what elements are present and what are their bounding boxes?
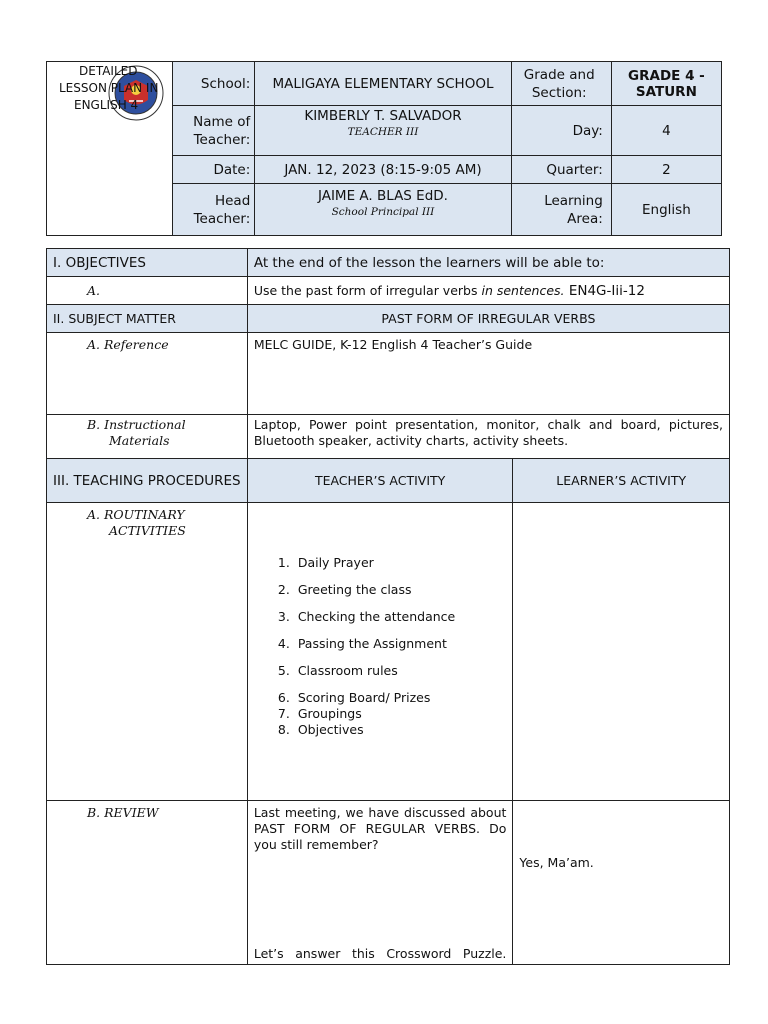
date-label: Date: [173, 156, 255, 184]
review-teacher-text-2: Let’s answer this Crossword Puzzle. [253, 946, 507, 961]
teacher-label: Name of Teacher: [173, 106, 255, 156]
objective-a-italic: in sentences. [481, 282, 565, 298]
list-item: 6. Scoring Board/ Prizes [294, 690, 513, 706]
head-name: JAIME A. BLAS EdD. [317, 188, 448, 204]
quarter-label: Quarter: [511, 156, 611, 184]
objective-a-text [247, 277, 729, 305]
materials-value: Laptop, Power point presentation, monitor, chalk and board, pictures, Bluetooth speaker, activity charts, activity sheets. [247, 415, 729, 459]
teacher-name: KIMBERLY T. SALVADOR [304, 108, 462, 124]
teacher-title: TEACHER III [347, 126, 419, 138]
quarter-value: 2 [611, 156, 721, 184]
subject-matter-heading: II. SUBJECT MATTER [47, 305, 248, 333]
logo-cell [47, 62, 173, 236]
learner-activity-heading: LEARNER’S ACTIVITY [513, 459, 730, 503]
procedures-heading: III. TEACHING PROCEDURES [47, 459, 248, 503]
materials-label: B. Instructional Materials [47, 415, 248, 459]
teacher-activity-heading: TEACHER’S ACTIVITY [247, 459, 513, 503]
review-learner-cell [513, 801, 730, 965]
objectives-intro: At the end of the lesson the learners will be able to: [247, 249, 729, 277]
lesson-header-table [46, 61, 722, 236]
head-label: Head Teacher: [173, 184, 255, 236]
routinary-teacher-cell [247, 503, 513, 801]
review-teacher-text: Last meeting, we have discussed about PAST FORM OF REGULAR VERBS. Do you still remember? [253, 805, 507, 852]
area-value: English [611, 184, 721, 236]
logo-caption-1: DETAILED [79, 64, 138, 78]
date-value: JAN. 12, 2023 (8:15-9:05 AM) [255, 156, 511, 184]
list-item: 3. Checking the attendance [294, 609, 513, 625]
review-label: B. REVIEW [47, 801, 248, 965]
review-learner-text: Yes, Ma’am. [519, 855, 594, 870]
list-item: 4. Passing the Assignment [294, 636, 513, 652]
list-item: 8. Objectives [294, 722, 513, 738]
reference-value: MELC GUIDE, K-12 English 4 Teacher’s Guide [247, 333, 729, 415]
review-teacher-cell [247, 801, 513, 965]
subject-matter-value: PAST FORM OF IRREGULAR VERBS [247, 305, 729, 333]
head-cell [255, 184, 511, 236]
lesson-plan-table [46, 248, 730, 965]
reference-label: A. Reference [47, 333, 248, 415]
list-item: 2. Greeting the class [294, 582, 513, 598]
school-value: MALIGAYA ELEMENTARY SCHOOL [255, 62, 511, 106]
routinary-list [248, 555, 513, 738]
day-label: Day: [511, 106, 611, 156]
routinary-learner-cell [513, 503, 730, 801]
head-title: School Principal III [331, 206, 435, 218]
day-value: 4 [611, 106, 721, 156]
objective-a-main: Use the past form of irregular verbs [253, 282, 482, 298]
routinary-label: A. ROUTINARY ACTIVITIES [47, 503, 248, 801]
list-item: 7. Groupings [294, 706, 513, 722]
teacher-cell [255, 106, 511, 156]
grade-label: Grade and Section: [511, 62, 611, 106]
objective-a-label: A. [47, 277, 248, 305]
area-label: Learning Area: [511, 184, 611, 236]
list-item: 1. Daily Prayer [294, 555, 513, 571]
objective-a-code: EN4G-Iii-12 [564, 282, 645, 299]
grade-value: GRADE 4 - SATURN [611, 62, 721, 106]
school-label: School: [173, 62, 255, 106]
objectives-heading: I. OBJECTIVES [47, 249, 248, 277]
logo-caption-3: ENGLISH 4 [74, 98, 139, 112]
list-item: 5. Classroom rules [294, 663, 513, 679]
logo-caption-2: LESSON PLAN IN [59, 81, 159, 95]
